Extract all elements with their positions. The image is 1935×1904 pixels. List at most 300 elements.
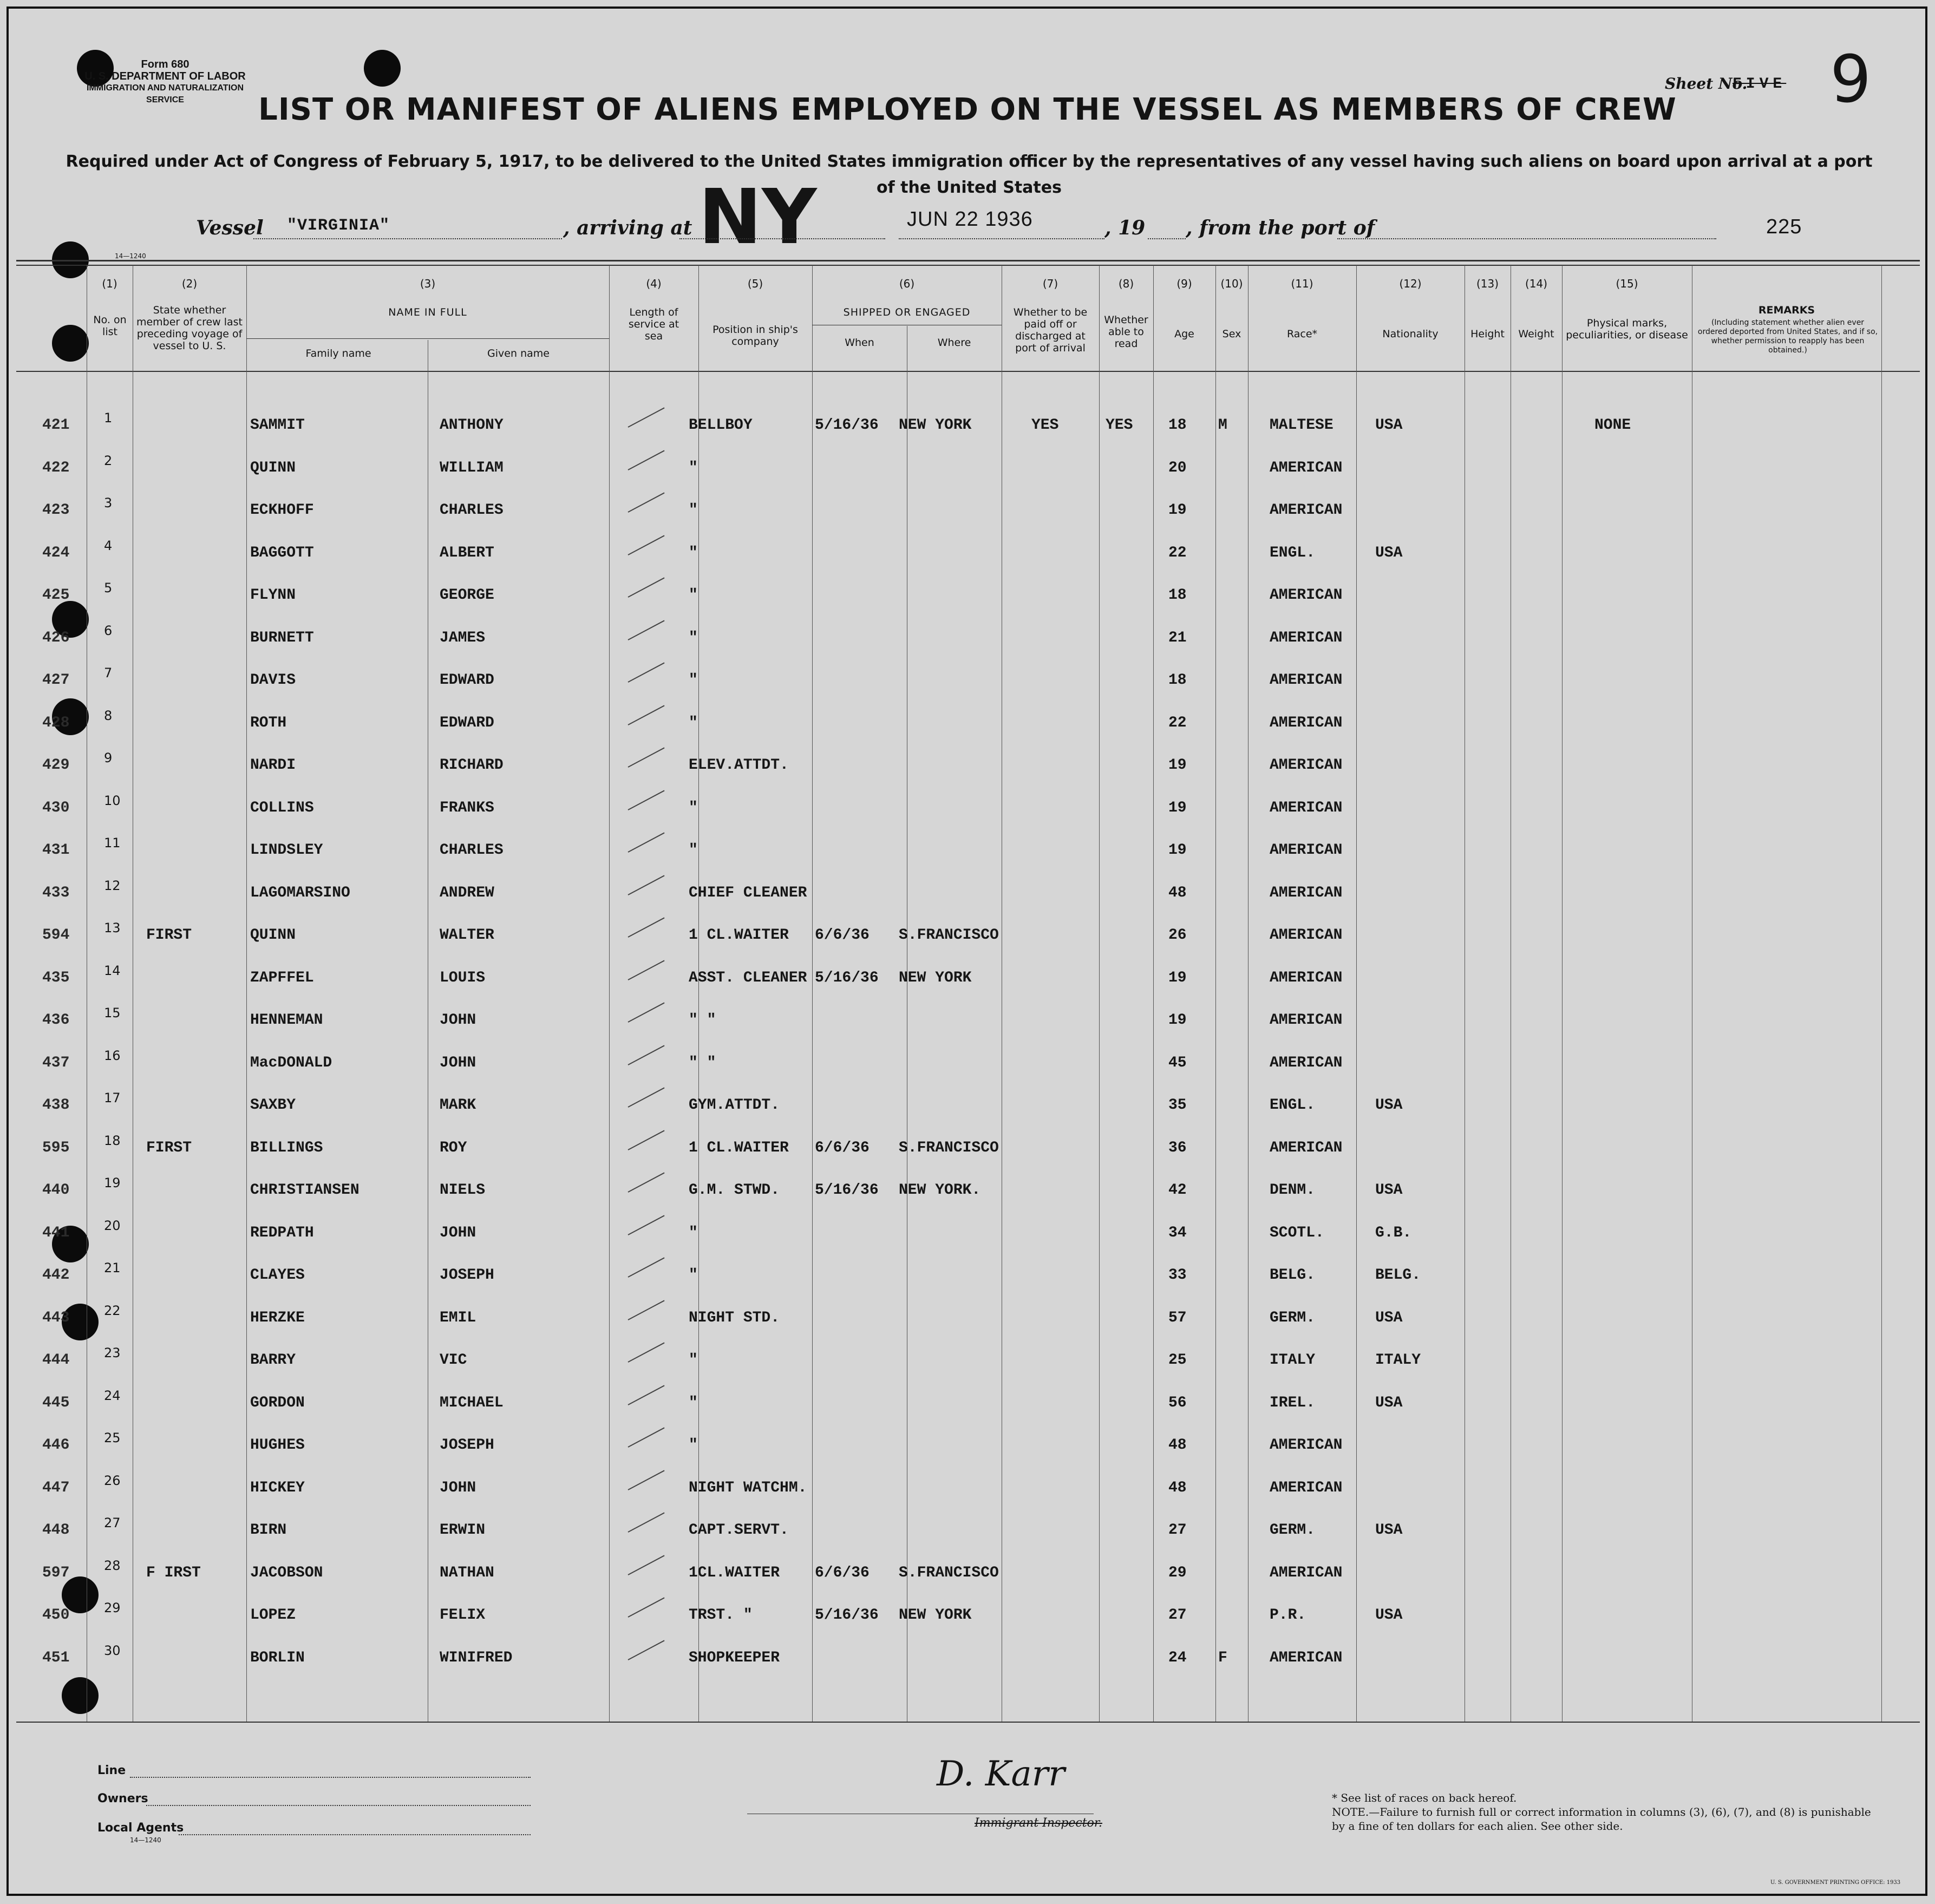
- cell-family: HICKEY: [250, 1479, 305, 1496]
- col-head-height: Height: [1470, 328, 1505, 340]
- name-subrule: [246, 338, 609, 339]
- cell-marks: NONE: [1594, 417, 1631, 434]
- cell-sex: F: [1218, 1649, 1227, 1666]
- footer-line-underline: [130, 1777, 531, 1778]
- cell-no: 24: [104, 1388, 121, 1403]
- col-num: (4): [646, 277, 662, 290]
- inspector-signature: D. Karr: [937, 1754, 1065, 1794]
- col-head-marks: Physical marks, peculiarities, or disease: [1566, 317, 1688, 341]
- cell-age: 35: [1168, 1097, 1187, 1114]
- footnote-text: NOTE.—Failure to furnish full or correct information in columns (3), (6), (7), and (8) is punishable by a fine of ten dollars for each alien. See other side.: [1332, 1805, 1871, 1833]
- cell-no: 28: [104, 1558, 121, 1573]
- col-divider: [246, 265, 247, 1722]
- cell-where: NEW YORK: [899, 969, 972, 986]
- cell-no: 17: [104, 1090, 121, 1105]
- cell-sex: M: [1218, 417, 1227, 434]
- col-head-given: Given name: [487, 348, 550, 359]
- col-num: (2): [181, 277, 198, 290]
- cell-race: P.R.: [1270, 1607, 1306, 1624]
- cell-no: 30: [104, 1643, 121, 1658]
- cell-race: AMERICAN: [1270, 1649, 1343, 1666]
- col-head-when: When: [845, 337, 874, 349]
- cell-given: JOSEPH: [440, 1437, 494, 1454]
- date-stamp: JUN 22 1936: [907, 208, 1033, 231]
- cell-hnum: 426: [42, 629, 70, 646]
- cell-race: AMERICAN: [1270, 502, 1343, 519]
- cell-given: NIELS: [440, 1182, 486, 1199]
- cell-where: S.FRANCISCO: [899, 1139, 999, 1156]
- cell-race: AMERICAN: [1270, 1564, 1343, 1581]
- cell-position: ": [689, 1394, 698, 1411]
- cell-given: RICHARD: [440, 757, 504, 774]
- cell-given: MARK: [440, 1097, 476, 1114]
- cell-family: MacDONALD: [250, 1054, 332, 1071]
- cell-age: 33: [1168, 1267, 1187, 1284]
- cell-race: AMERICAN: [1270, 1054, 1343, 1071]
- col-head-prev-voyage: State whether member of crew last preceding voyage of vessel to U. S.: [136, 304, 243, 352]
- col-head-no: No. on list: [93, 314, 127, 338]
- cell-race: SCOTL.: [1270, 1224, 1324, 1241]
- cell-when: 6/6/36: [815, 927, 870, 944]
- footer-line-label: Line: [97, 1764, 126, 1777]
- cell-given: WALTER: [440, 927, 494, 944]
- cell-when: 6/6/36: [815, 1564, 870, 1581]
- cell-family: LINDSLEY: [250, 842, 323, 859]
- cell-race: AMERICAN: [1270, 1479, 1343, 1496]
- cell-when: 5/16/36: [815, 1607, 879, 1624]
- cell-family: HENNEMAN: [250, 1012, 323, 1029]
- cell-race: AMERICAN: [1270, 969, 1343, 986]
- cell-race: AMERICAN: [1270, 714, 1343, 731]
- cell-hnum: 442: [42, 1267, 70, 1284]
- cell-where: NEW YORK: [899, 417, 972, 434]
- vessel-name: "VIRGINIA": [287, 217, 390, 235]
- from-label: , from the port of: [1186, 217, 1375, 239]
- cell-nat: USA: [1375, 1182, 1403, 1199]
- cell-age: 19: [1168, 799, 1187, 816]
- col-num: (6): [899, 277, 915, 290]
- cell-position: ": [689, 629, 698, 646]
- cell-age: 48: [1168, 1437, 1187, 1454]
- cell-no: 13: [104, 920, 121, 935]
- cell-prev: F IRST: [146, 1564, 201, 1581]
- cell-position: ELEV.ATTDT.: [689, 757, 789, 774]
- sheet-label: Sheet No.: [1665, 75, 1748, 93]
- cell-no: 1: [104, 410, 113, 426]
- cell-given: FELIX: [440, 1607, 486, 1624]
- cell-race: AMERICAN: [1270, 587, 1343, 604]
- arriving-label: , arriving at: [563, 217, 692, 239]
- cell-position: ": [689, 1437, 698, 1454]
- cell-family: COLLINS: [250, 799, 314, 816]
- cell-age: 19: [1168, 502, 1187, 519]
- cell-nat: USA: [1375, 417, 1403, 434]
- cell-position: 1 CL.WAITER: [689, 1139, 789, 1156]
- cell-nat: USA: [1375, 1522, 1403, 1539]
- cell-given: VIC: [440, 1352, 467, 1369]
- cell-family: GORDON: [250, 1394, 305, 1411]
- cell-hnum: 425: [42, 587, 70, 604]
- page-subtitle: Required under Act of Congress of February 5, 1917, to be delivered to the United States immigration officer by the representatives of any vessel having such aliens on board upon arrival at a port of the United States: [66, 152, 1873, 197]
- cell-no: 23: [104, 1345, 121, 1360]
- vessel-label: Vessel: [196, 217, 264, 239]
- cell-family: HUGHES: [250, 1437, 305, 1454]
- cell-race: AMERICAN: [1270, 1437, 1343, 1454]
- cell-age: 22: [1168, 714, 1187, 731]
- col-divider: [1562, 265, 1563, 1722]
- cell-given: GEORGE: [440, 587, 494, 604]
- header-bottom-rule: [16, 371, 1920, 372]
- cell-age: 48: [1168, 884, 1187, 901]
- cell-family: BIRN: [250, 1522, 287, 1539]
- cell-no: 25: [104, 1430, 121, 1445]
- cell-hnum: 444: [42, 1352, 70, 1369]
- cell-family: DAVIS: [250, 672, 296, 689]
- cell-hnum: 447: [42, 1479, 70, 1496]
- cell-race: GERM.: [1270, 1522, 1316, 1539]
- cell-race: AMERICAN: [1270, 459, 1343, 476]
- cell-position: ": [689, 1224, 698, 1241]
- col-head-shipped: SHIPPED OR ENGAGED: [843, 306, 971, 318]
- col-num: (8): [1118, 277, 1134, 290]
- punch-hole: [52, 325, 89, 362]
- form-department: U. S. DEPARTMENT OF LABOR: [84, 70, 246, 82]
- cell-position: CHIEF CLEANER: [689, 884, 807, 901]
- cell-position: ": [689, 1352, 698, 1369]
- cell-given: EDWARD: [440, 714, 494, 731]
- cell-family: ZAPFFEL: [250, 969, 314, 986]
- footer-owners-label: Owners: [97, 1792, 148, 1805]
- cell-family: CLAYES: [250, 1267, 305, 1284]
- cell-family: BARRY: [250, 1352, 296, 1369]
- cell-position: ": [689, 544, 698, 561]
- cell-age: 18: [1168, 672, 1187, 689]
- cell-age: 45: [1168, 1054, 1187, 1071]
- cell-hnum: 597: [42, 1564, 70, 1581]
- arriving-port: NY: [698, 173, 817, 261]
- cell-position: ASST. CLEANER: [689, 969, 807, 986]
- col-num: (14): [1525, 277, 1548, 290]
- cell-position: BELLBOY: [689, 417, 753, 434]
- cell-age: 48: [1168, 1479, 1187, 1496]
- col-head-position: Position in ship's company: [712, 324, 798, 348]
- cell-position: 1CL.WAITER: [689, 1564, 780, 1581]
- col-num: (12): [1399, 277, 1422, 290]
- cell-position: TRST. ": [689, 1607, 753, 1624]
- cell-hnum: 445: [42, 1394, 70, 1411]
- cell-no: 7: [104, 665, 113, 681]
- cell-where: NEW YORK: [899, 1607, 972, 1624]
- cell-position: " ": [689, 1012, 716, 1029]
- footnote: [1332, 1791, 1873, 1833]
- cell-given: FRANKS: [440, 799, 494, 816]
- cell-paid: YES: [1031, 417, 1059, 434]
- page-stamp: 225: [1766, 215, 1802, 238]
- cell-hnum: 450: [42, 1607, 70, 1624]
- cell-position: ": [689, 672, 698, 689]
- cell-no: 22: [104, 1303, 121, 1318]
- cell-given: EDWARD: [440, 672, 494, 689]
- cell-race: ITALY: [1270, 1352, 1316, 1369]
- cell-race: AMERICAN: [1270, 757, 1343, 774]
- cell-race: AMERICAN: [1270, 1012, 1343, 1029]
- cell-prev: FIRST: [146, 927, 192, 944]
- cell-family: SAXBY: [250, 1097, 296, 1114]
- cell-age: 27: [1168, 1522, 1187, 1539]
- cell-age: 25: [1168, 1352, 1187, 1369]
- col-num: (5): [747, 277, 763, 290]
- cell-where: NEW YORK.: [899, 1182, 981, 1199]
- cell-position: 1 CL.WAITER: [689, 927, 789, 944]
- cell-family: BORLIN: [250, 1649, 305, 1666]
- page-title: LIST OR MANIFEST OF ALIENS EMPLOYED ON THE VESSEL AS MEMBERS OF CREW: [258, 92, 1677, 127]
- footer-agents-label: Local Agents: [97, 1821, 184, 1835]
- cell-nat: USA: [1375, 1607, 1403, 1624]
- cell-family: ROTH: [250, 714, 287, 731]
- cell-read: YES: [1106, 417, 1133, 434]
- cell-hnum: 430: [42, 799, 70, 816]
- cell-prev: FIRST: [146, 1139, 192, 1156]
- cell-given: CHARLES: [440, 502, 504, 519]
- cell-age: 57: [1168, 1309, 1187, 1326]
- cell-no: 21: [104, 1260, 121, 1275]
- cell-age: 19: [1168, 1012, 1187, 1029]
- year-underline: [1148, 238, 1186, 239]
- col-num: (13): [1476, 277, 1499, 290]
- top-rule: [16, 260, 1920, 261]
- cell-race: AMERICAN: [1270, 629, 1343, 646]
- cell-position: ": [689, 714, 698, 731]
- col-head-age: Age: [1174, 328, 1194, 340]
- cell-no: 6: [104, 623, 113, 638]
- cell-position: ": [689, 459, 698, 476]
- cell-age: 24: [1168, 1649, 1187, 1666]
- small-code: 14—1240: [115, 252, 146, 260]
- form-number: Form 680: [141, 58, 189, 70]
- cell-given: ROY: [440, 1139, 467, 1156]
- cell-age: 21: [1168, 629, 1187, 646]
- cell-hnum: 423: [42, 502, 70, 519]
- cell-race: ENGL.: [1270, 544, 1316, 561]
- cell-age: 27: [1168, 1607, 1187, 1624]
- cell-given: CHARLES: [440, 842, 504, 859]
- col-num: (15): [1616, 277, 1638, 290]
- col-head-weight: Weight: [1518, 328, 1554, 340]
- footer-agents-underline: [179, 1834, 531, 1835]
- cell-no: 5: [104, 580, 113, 596]
- col-divider: [609, 265, 610, 1722]
- cell-given: WILLIAM: [440, 459, 504, 476]
- cell-position: ": [689, 1267, 698, 1284]
- cell-given: JAMES: [440, 629, 486, 646]
- col-head-nationality: Nationality: [1382, 328, 1439, 340]
- cell-position: ": [689, 842, 698, 859]
- cell-hnum: 427: [42, 672, 70, 689]
- cell-given: ALBERT: [440, 544, 494, 561]
- col-num: (7): [1042, 277, 1058, 290]
- cell-when: 5/16/36: [815, 969, 879, 986]
- cell-given: ANDREW: [440, 884, 494, 901]
- cell-no: 15: [104, 1005, 121, 1020]
- col-head-where: Where: [937, 337, 971, 349]
- cell-nat: USA: [1375, 1394, 1403, 1411]
- date-underline: [899, 238, 1104, 239]
- vessel-underline: [253, 238, 562, 239]
- cell-family: LOPEZ: [250, 1607, 296, 1624]
- cell-family: ECKHOFF: [250, 502, 314, 519]
- cell-race: AMERICAN: [1270, 842, 1343, 859]
- cell-no: 18: [104, 1133, 121, 1148]
- cell-race: AMERICAN: [1270, 799, 1343, 816]
- cell-position: SHOPKEEPER: [689, 1649, 780, 1666]
- cell-nat: ITALY: [1375, 1352, 1421, 1369]
- cell-where: S.FRANCISCO: [899, 927, 999, 944]
- cell-family: BURNETT: [250, 629, 314, 646]
- cell-age: 19: [1168, 969, 1187, 986]
- cell-position: NIGHT STD.: [689, 1309, 780, 1326]
- cell-given: JOHN: [440, 1224, 476, 1241]
- cell-hnum: 422: [42, 459, 70, 476]
- cell-age: 19: [1168, 757, 1187, 774]
- cell-hnum: 441: [42, 1224, 70, 1241]
- cell-position: CAPT.SERVT.: [689, 1522, 789, 1539]
- col-divider: [1215, 265, 1216, 1722]
- top-rule-2: [16, 265, 1920, 266]
- cell-hnum: 440: [42, 1182, 70, 1199]
- cell-position: G.M. STWD.: [689, 1182, 780, 1199]
- cell-hnum: 594: [42, 927, 70, 944]
- cell-hnum: 428: [42, 714, 70, 731]
- cell-position: ": [689, 587, 698, 604]
- cell-given: JOHN: [440, 1479, 476, 1496]
- cell-hnum: 421: [42, 417, 70, 434]
- cell-age: 22: [1168, 544, 1187, 561]
- col-num: (10): [1220, 277, 1243, 290]
- table-bottom-rule: [16, 1722, 1920, 1723]
- cell-hnum: 429: [42, 757, 70, 774]
- col-divider: [812, 265, 813, 1722]
- sheet-number: 9: [1830, 42, 1872, 117]
- cell-age: 20: [1168, 459, 1187, 476]
- cell-age: 42: [1168, 1182, 1187, 1199]
- cell-position: NIGHT WATCHM.: [689, 1479, 807, 1496]
- cell-family: QUINN: [250, 927, 296, 944]
- col-head-race: Race*: [1286, 328, 1318, 340]
- cell-family: BILLINGS: [250, 1139, 323, 1156]
- cell-no: 14: [104, 963, 121, 978]
- cell-hnum: 435: [42, 969, 70, 986]
- cell-family: QUINN: [250, 459, 296, 476]
- col-num: (1): [102, 277, 117, 290]
- cell-race: AMERICAN: [1270, 884, 1343, 901]
- cell-hnum: 451: [42, 1649, 70, 1666]
- cell-given: LOUIS: [440, 969, 486, 986]
- col-num: (9): [1176, 277, 1192, 290]
- cell-hnum: 438: [42, 1097, 70, 1114]
- cell-no: 10: [104, 793, 121, 808]
- col-head-name: NAME IN FULL: [388, 306, 467, 318]
- footnote-races: * See list of races on back hereof.: [1332, 1791, 1517, 1804]
- cell-race: AMERICAN: [1270, 927, 1343, 944]
- port-underline: [679, 238, 885, 239]
- sheet-crossed-number: FIVE: [1733, 76, 1787, 93]
- cell-race: BELG.: [1270, 1267, 1316, 1284]
- year-label: , 19: [1104, 217, 1146, 239]
- cell-no: 19: [104, 1175, 121, 1190]
- inspector-label: Immigrant Inspector.: [975, 1816, 1102, 1830]
- cell-race: AMERICAN: [1270, 1139, 1343, 1156]
- cell-given: JOSEPH: [440, 1267, 494, 1284]
- cell-family: JACOBSON: [250, 1564, 323, 1581]
- cell-where: S.FRANCISCO: [899, 1564, 999, 1581]
- col-divider: [1356, 265, 1357, 1722]
- cell-hnum: 443: [42, 1309, 70, 1326]
- cell-age: 36: [1168, 1139, 1187, 1156]
- cell-hnum: 595: [42, 1139, 70, 1156]
- cell-given: ANTHONY: [440, 417, 504, 434]
- cell-given: EMIL: [440, 1309, 476, 1326]
- cell-position: GYM.ATTDT.: [689, 1097, 780, 1114]
- cell-no: 3: [104, 495, 113, 511]
- cell-given: NATHAN: [440, 1564, 494, 1581]
- cell-nat: G.B.: [1375, 1224, 1412, 1241]
- col-head-remarks: REMARKS: [1758, 304, 1815, 316]
- col-head-service: Length of service at sea: [628, 306, 679, 342]
- cell-no: 20: [104, 1218, 121, 1233]
- col-num: (11): [1291, 277, 1313, 290]
- cell-given: WINIFRED: [440, 1649, 513, 1666]
- cell-family: REDPATH: [250, 1224, 314, 1241]
- cell-no: 4: [104, 538, 113, 553]
- cell-race: DENM.: [1270, 1182, 1316, 1199]
- cell-position: ": [689, 799, 698, 816]
- cell-age: 29: [1168, 1564, 1187, 1581]
- cell-race: IREL.: [1270, 1394, 1316, 1411]
- form-service: IMMIGRATION AND NATURALIZATION SERVICE: [86, 83, 244, 104]
- col-head-remarks-note: (Including statement whether alien ever ordered deported from United States, and if so, whether permission to reapply has been obtained.): [1697, 318, 1878, 355]
- cell-no: 29: [104, 1600, 121, 1615]
- col-head-sex: Sex: [1222, 328, 1241, 340]
- col-divider: [1099, 265, 1100, 1722]
- from-underline: [1337, 238, 1716, 239]
- cell-no: 12: [104, 878, 121, 893]
- cell-no: 9: [104, 750, 113, 765]
- cell-nat: USA: [1375, 1309, 1403, 1326]
- col-head-paid-off: Whether to be paid off or discharged at port of arrival: [1013, 306, 1088, 354]
- cell-given: ERWIN: [440, 1522, 486, 1539]
- col-head-family: Family name: [305, 348, 371, 359]
- cell-family: CHRISTIANSEN: [250, 1182, 359, 1199]
- cell-age: 26: [1168, 927, 1187, 944]
- cell-family: BAGGOTT: [250, 544, 314, 561]
- cell-no: 2: [104, 453, 113, 468]
- cell-family: FLYNN: [250, 587, 296, 604]
- printer-line: U. S. GOVERNMENT PRINTING OFFICE: 1933: [1770, 1880, 1901, 1886]
- punch-hole: [62, 1677, 99, 1714]
- col-num: (3): [420, 277, 436, 290]
- footer-owners-underline: [146, 1805, 531, 1806]
- cell-race: GERM.: [1270, 1309, 1316, 1326]
- cell-nat: USA: [1375, 1097, 1403, 1114]
- cell-nat: BELG.: [1375, 1267, 1421, 1284]
- cell-when: 5/16/36: [815, 417, 879, 434]
- cell-position: " ": [689, 1054, 716, 1071]
- footer-agents-code: 14—1240: [130, 1836, 161, 1844]
- cell-hnum: 424: [42, 544, 70, 561]
- cell-hnum: 433: [42, 884, 70, 901]
- cell-when: 5/16/36: [815, 1182, 879, 1199]
- cell-family: LAGOMARSINO: [250, 884, 350, 901]
